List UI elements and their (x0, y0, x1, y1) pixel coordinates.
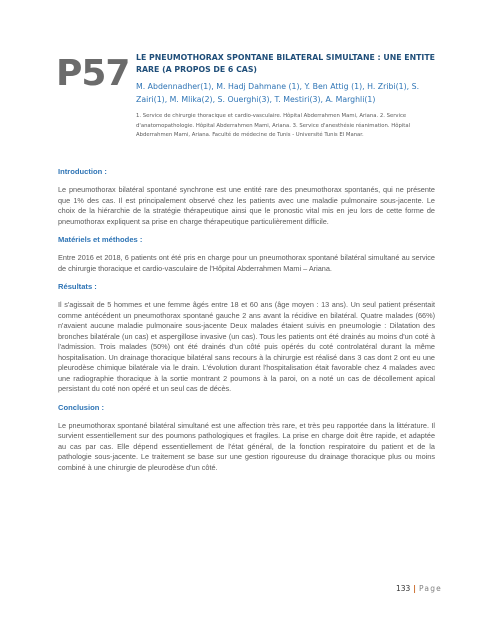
article-body (58, 167, 435, 473)
page-footer (396, 584, 442, 593)
conclusion-heading: Conclusion : (58, 402, 104, 412)
introduction-text: Le pneumothorax bilatéral spontané synchrone est une entité rare des pneumothorax spontanés, qui ne présente que 1% des cas. Il est principalement observé chez les patients avec une maladie pulmonaire sous-jacente. Le choix de la hiérarchie de la stratégie thérapeutique ainsi que le pronostic vital mis en jeu lors de cette forme de pneumothorax expliquent sa prise en charge thérapeutique particulièrement difficile. (58, 185, 435, 226)
methods-text: Entre 2016 et 2018, 6 patients ont été pris en charge pour un pneumothorax spontané bilatéral simultané au service de chirurgie thoracique et cardio-vasculaire de l'Hôpital Abderrahmen Mami – Ariana. (58, 253, 435, 273)
article-header (136, 52, 446, 141)
affiliations: 1. Service de chirurgie thoracique et cardio-vasculaire. Hôpital Abderrahmen Mami, Ariana. 2. Service d'anatomopathologie. Hôpital Abderrahmen Mami, Ariana. 3. Service d'anesthésie réanimation. Hôpital Abderrahmen Mami, Ariana. Faculté de médecine de Tunis - Université Tunis El Manar. (136, 113, 411, 138)
article-title: LE PNEUMOTHORAX SPONTANE BILATERAL SIMULTANE : UNE ENTITE RARE (A PROPOS DE 6 CAS) (136, 53, 435, 74)
introduction-heading: Introduction : (58, 167, 107, 176)
author-list: M. Abdennadher(1), M. Hadj Dahmane (1), Y. Ben Attig (1), H. Zribi(1), S. Zairi(1), M. Mlika(2), S. Ouerghi(3), T. Mestiri(3), A. Marghli(1) (136, 82, 420, 104)
results-heading: Résultats : (58, 282, 97, 291)
methods-heading: Matériels et méthodes : (58, 235, 143, 244)
page-number: 133 (395, 584, 411, 593)
results-text: Il s'agissait de 5 hommes et une femme âgés entre 18 et 60 ans (âge moyen : 13 ans). Un seul patient présentait comme antécédent un pneumothorax spontané gauche 2 ans avant la récidive en bilatéral. Quatre malades (66%) n'avaient aucune maladie pulmonaire sous-jacente Deux malades étaient suivis en pneumologie : Dilatation des bronches bilatérale (un cas) et aspergillose invasive (un cas). Tous les patients ont été drainés au moins d'un coté à l'admission. Trois malades (50%) ont été drainés d'un côté puis opérés du coté controlatéral durant la même hospitalisation. Un drainage thoracique bilatéral sans recours à la chirurgie est réalisé dans 3 cas dont 2 ont eu une pleurodèse chimique bilatérale via le drain. L'évolution durant l'hospitalisation était favorable chez 4 malades avec une radiographie thoracique à la sortie montrant 2 poumons à la paroi, on a noté un cas de décollement apical persistant du coté non opéré et un seul cas de décès. (58, 300, 435, 393)
footer-separator: | (413, 584, 417, 593)
conclusion-text: Le pneumothorax spontané bilatéral simultané est une affection très rare, et très peu rapportée dans la littérature. Il survient essentiellement sur des poumons pathologiques et fragiles. La prise en charge doit être rapide, et adaptée au cas par cas. Elle dépend essentiellement de l'état général, de la fonction respiratoire du patient et de la pathologie sous-jacente. Le traitement se base sur une gestion rigoureuse du drainage thoracique plus ou moins combiné à une chirurgie de pleurodèse d'un côté. (58, 420, 435, 472)
poster-code: P57 (56, 53, 130, 94)
page-word: Page (419, 584, 442, 593)
